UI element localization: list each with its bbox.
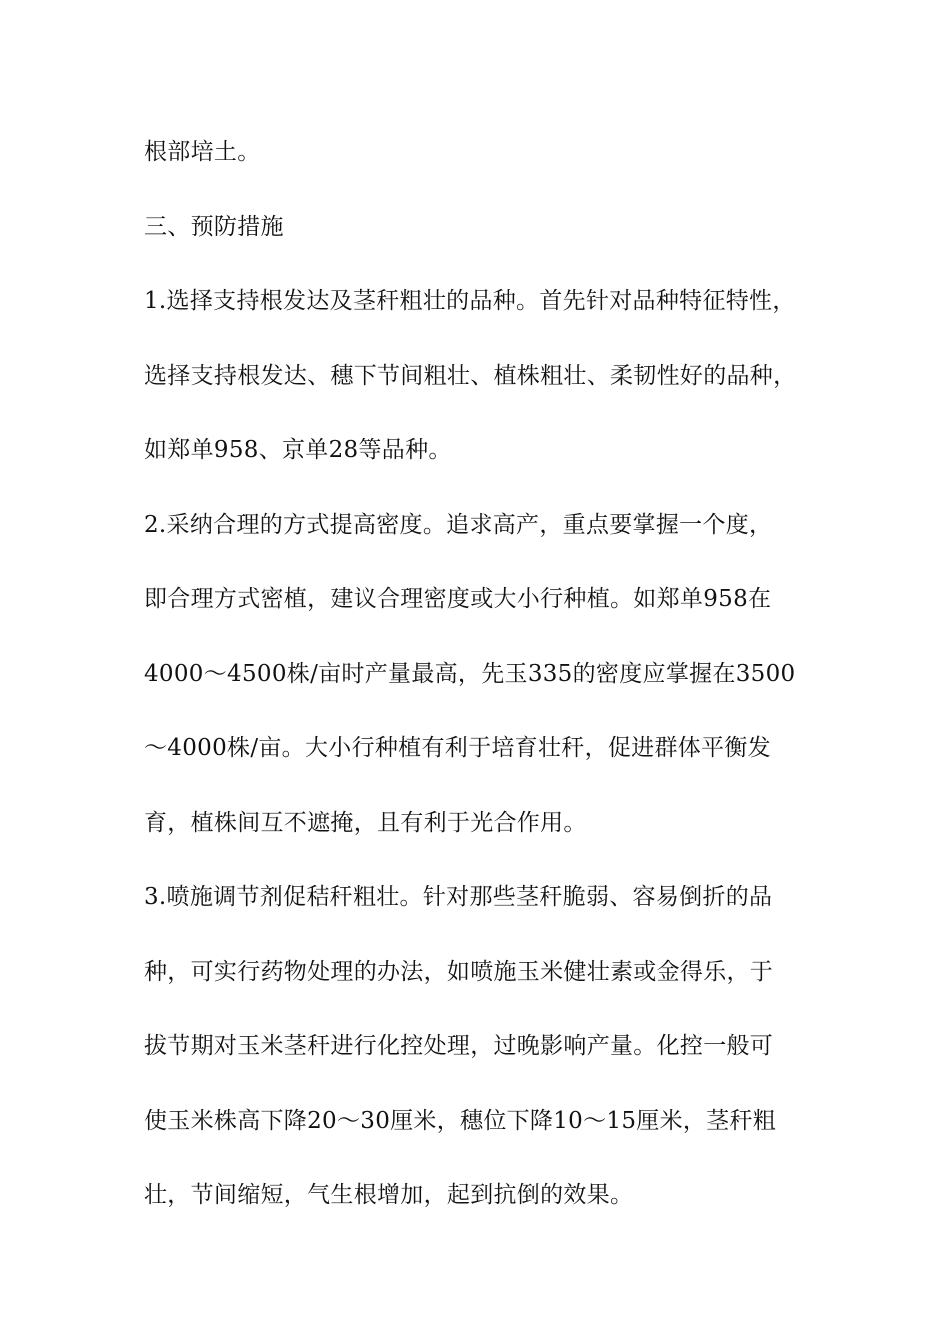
text-line-item3-d: 使玉米株高下降20～30厘米，穗位下降10～15厘米，茎秆粗 [144,1107,777,1134]
text-line-item3-b: 种，可实行药物处理的办法，如喷施玉米健壮素或金得乐，于 [144,958,774,985]
text-line-item2-d: ～4000株/亩。大小行种植有利于培育壮秆，促进群体平衡发 [144,735,771,761]
section-heading-prevention: 三、预防措施 [144,213,284,240]
text-line-item2-b: 即合理方式密植，建议合理密度或大小行种植。如郑单958在 [144,586,772,612]
text-line-item2-c: 4000～4500株/亩时产量最高，先玉335的密度应掌握在3500 [144,660,796,687]
text-line-item3-c: 拔节期对玉米茎秆进行化控处理，过晚影响产量。化控一般可 [144,1033,774,1059]
text-line-root-soil: 根部培土。 [144,139,261,165]
text-line-item2-e: 育，植株间互不遮掩，且有利于光合作用。 [144,809,587,836]
text-line-item1-b: 选择支持根发达、穗下节间粗壮、植株粗壮、柔韧性好的品种， [144,362,797,389]
text-line-item1-c: 如郑单958、京单28等品种。 [144,437,452,463]
text-line-item2-a: 2.采纳合理的方式提高密度。追求高产，重点要掌握一个度， [144,511,773,538]
document-body [144,134,824,1252]
text-line-item3-a: 3.喷施调节剂促秸秆粗壮。针对那些茎秆脆弱、容易倒折的品 [144,884,773,910]
text-line-item3-e: 壮，节间缩短，气生根增加，起到抗倒的效果。 [144,1182,634,1208]
text-line-item1-a: 1.选择支持根发达及茎秆粗壮的品种。首先针对品种特征特性， [144,288,796,314]
